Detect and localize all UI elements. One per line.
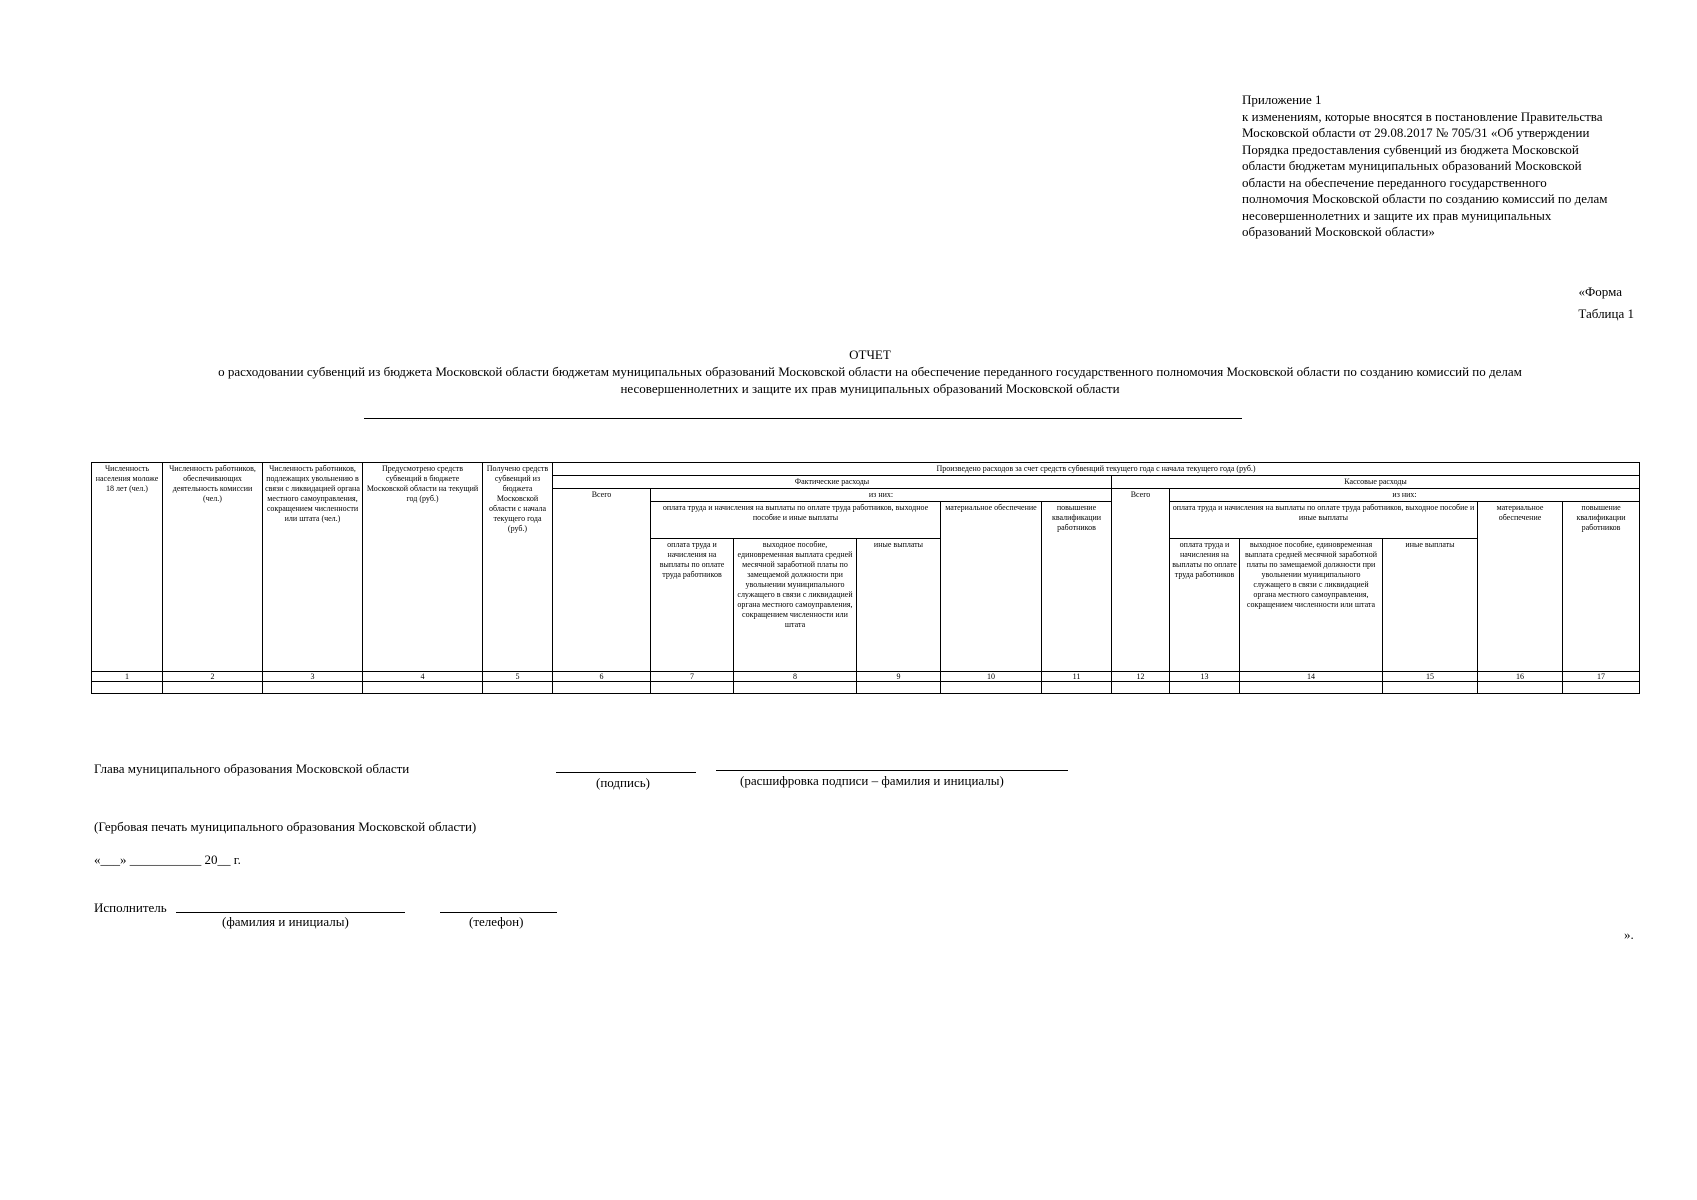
column-number: 7 bbox=[651, 672, 734, 682]
executor-label: Исполнитель bbox=[94, 900, 167, 915]
column-number: 5 bbox=[483, 672, 553, 682]
data-cell[interactable] bbox=[163, 682, 263, 694]
header-cell: Численность работников, подлежащих увольнению в связи с ликвидацией органа местного самоуправления, сокращением численности или штата (чел.) bbox=[263, 463, 363, 672]
data-cell[interactable] bbox=[651, 682, 734, 694]
column-number: 14 bbox=[1240, 672, 1383, 682]
column-number: 6 bbox=[553, 672, 651, 682]
column-number-row bbox=[92, 672, 1640, 682]
data-cell[interactable] bbox=[483, 682, 553, 694]
data-cell[interactable] bbox=[1042, 682, 1112, 694]
appendix-line: Московской области от 29.08.2017 № 705/31 «Об утверждении bbox=[1242, 125, 1590, 140]
header-cell: материальное обеспечение bbox=[1478, 502, 1563, 672]
header-cell: Фактические расходы bbox=[553, 476, 1112, 489]
header-cell: Получено средств субвенций из бюджета Московской области с начала текущего года (руб.) bbox=[483, 463, 553, 672]
column-number: 4 bbox=[363, 672, 483, 682]
appendix-line: области бюджетам муниципальных образований Московской bbox=[1242, 158, 1582, 173]
form-label: «Форма bbox=[1578, 284, 1622, 299]
data-cell[interactable] bbox=[1240, 682, 1383, 694]
column-number: 8 bbox=[734, 672, 857, 682]
appendix-line: области на обеспечение переданного государственного bbox=[1242, 174, 1547, 190]
executor-phone-line bbox=[440, 912, 557, 913]
header-cell: оплата труда и начисления на выплаты по оплате труда работников bbox=[651, 539, 734, 672]
data-cell[interactable] bbox=[553, 682, 651, 694]
closing-mark: ». bbox=[1624, 927, 1634, 942]
data-cell[interactable] bbox=[263, 682, 363, 694]
report-subtitle-line-2: несовершеннолетних и защите их прав муниципальных образований Московской области bbox=[620, 381, 1120, 396]
data-cell[interactable] bbox=[92, 682, 163, 694]
signature-decode-line bbox=[716, 770, 1068, 771]
report-table bbox=[91, 462, 1640, 694]
data-cell[interactable] bbox=[363, 682, 483, 694]
header-cell: из них: bbox=[1170, 489, 1640, 502]
head-label: Глава муниципального образования Московской области bbox=[94, 761, 410, 776]
appendix-line: полномочия Московской области по созданию комиссий по делам bbox=[1242, 191, 1608, 206]
header-cell: иные выплаты bbox=[1383, 539, 1478, 672]
column-number: 9 bbox=[857, 672, 941, 682]
appendix-line: Порядка предоставления субвенций из бюджета Московской bbox=[1242, 141, 1579, 157]
table-header-row bbox=[92, 463, 1640, 476]
phone-caption: (телефон) bbox=[469, 914, 524, 929]
header-cell: оплата труда и начисления на выплаты по оплате труда работников, выходное пособие и иные выплаты bbox=[651, 502, 941, 539]
data-cell[interactable] bbox=[1383, 682, 1478, 694]
data-cell[interactable] bbox=[734, 682, 857, 694]
header-cell: материальное обеспечение bbox=[941, 502, 1042, 672]
date-field: «___» ___________ 20__ г. bbox=[94, 852, 241, 867]
data-cell[interactable] bbox=[1112, 682, 1170, 694]
header-cell: Численность населения моложе 18 лет (чел.) bbox=[92, 463, 163, 672]
header-cell: Всего bbox=[1112, 489, 1170, 672]
column-number: 15 bbox=[1383, 672, 1478, 682]
signature-caption: (подпись) bbox=[596, 775, 650, 790]
column-number: 17 bbox=[1563, 672, 1640, 682]
report-title: ОТЧЕТ bbox=[849, 347, 891, 362]
column-number: 3 bbox=[263, 672, 363, 682]
column-number: 12 bbox=[1112, 672, 1170, 682]
header-cell: иные выплаты bbox=[857, 539, 941, 672]
header-cell: из них: bbox=[651, 489, 1112, 502]
appendix-line: образований Московской области» bbox=[1242, 224, 1435, 239]
header-cell: Предусмотрено средств субвенций в бюджете Московской области на текущий год (руб.) bbox=[363, 463, 483, 672]
data-cell[interactable] bbox=[1478, 682, 1563, 694]
header-cell: оплата труда и начисления на выплаты по оплате труда работников, выходное пособие и иные выплаты bbox=[1170, 502, 1478, 539]
name-caption: (фамилия и инициалы) bbox=[222, 914, 349, 929]
signature-decode-caption: (расшифровка подписи – фамилия и инициалы) bbox=[740, 773, 1004, 788]
seal-label: (Гербовая печать муниципального образования Московской области) bbox=[94, 819, 477, 834]
header-cell: повышение квалификации работников bbox=[1042, 502, 1112, 672]
data-row bbox=[92, 682, 1640, 694]
header-cell: выходное пособие, единовременная выплата средней месячной заработной платы по замещаемой должности при увольнении муниципального служащего в связи с ликвидацией органа местного самоуправления, сокращением численности или штата bbox=[1240, 539, 1383, 672]
municipality-name-line bbox=[364, 418, 1242, 419]
column-number: 1 bbox=[92, 672, 163, 682]
appendix-line: к изменениям, которые вносятся в постановление Правительства bbox=[1242, 108, 1603, 124]
appendix-note bbox=[1242, 92, 1642, 241]
data-cell[interactable] bbox=[941, 682, 1042, 694]
table-label: Таблица 1 bbox=[1578, 306, 1634, 321]
column-number: 16 bbox=[1478, 672, 1563, 682]
header-cell: повышение квалификации работников bbox=[1563, 502, 1640, 672]
header-cell: Кассовые расходы bbox=[1112, 476, 1640, 489]
column-number: 10 bbox=[941, 672, 1042, 682]
report-subtitle-line-1: о расходовании субвенций из бюджета Московской области бюджетам муниципальных образований Московской области на обеспечение переданного государственного полномочия Московской области по созданию комиссий по делам bbox=[218, 364, 1522, 379]
header-cell: выходное пособие, единовременная выплата средней месячной заработной платы по замещаемой должности при увольнении муниципального служащего в связи с ликвидацией органа местного самоуправления, сокращением численности или штата bbox=[734, 539, 857, 672]
header-cell: Всего bbox=[553, 489, 651, 672]
appendix-line: Приложение 1 bbox=[1242, 92, 1322, 107]
data-cell[interactable] bbox=[857, 682, 941, 694]
column-number: 11 bbox=[1042, 672, 1112, 682]
data-cell[interactable] bbox=[1170, 682, 1240, 694]
executor-name-line bbox=[176, 912, 405, 913]
appendix-line: несовершеннолетних и защите их прав муниципальных bbox=[1242, 207, 1552, 223]
report-title-block bbox=[120, 346, 1620, 397]
column-number: 13 bbox=[1170, 672, 1240, 682]
column-number: 2 bbox=[163, 672, 263, 682]
header-cell: Произведено расходов за счет средств субвенций текущего года с начала текущего года (руб.) bbox=[553, 463, 1640, 476]
header-cell: оплата труда и начисления на выплаты по оплате труда работников bbox=[1170, 539, 1240, 672]
signature-line bbox=[556, 772, 696, 773]
data-cell[interactable] bbox=[1563, 682, 1640, 694]
header-cell: Численность работников, обеспечивающих деятельность комиссии (чел.) bbox=[163, 463, 263, 672]
